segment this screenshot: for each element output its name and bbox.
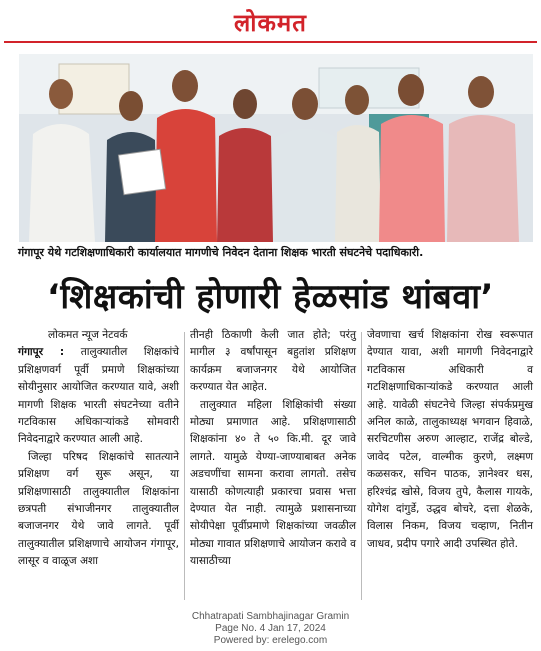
group-photo-illustration: [19, 54, 533, 242]
photo-caption: गंगापूर येथे गटशिक्षणाधिकारी कार्यालयात मागणीचे निवेदन देताना शिक्षक भारती संघटनेचे पदाधिकारी.: [18, 246, 424, 259]
edition-name: Chhatrapati Sambhajinagar Gramin: [191, 611, 350, 622]
news-photo: [19, 54, 533, 242]
paragraph-2: जिल्हा परिषद शिक्षकांचे सातत्याने प्रशिक्षण वर्ग सुरू असून, या प्रशिक्षणासाठी तालुक्यातील शिक्षकांना छत्रपती संभाजीनगर तालुक्यातील बजाजनगर येथे जावे लागते. पूर्वी तालुक्यातील प्रशिक्षणाचे आयोजन गंगापूर, लासूर व वाळूज अशा: [18, 450, 179, 568]
column-divider: [184, 332, 185, 600]
article-column-3: [367, 327, 533, 553]
masthead: [0, 0, 541, 44]
article-column-1: [18, 327, 179, 571]
paragraph-5: जेवणाचा खर्च शिक्षकांना रोख स्वरूपात देण्यात यावा, अशी मागणी निवेदनाद्वारे गटविकास अधिकारी व गटशिक्षणाधिकाऱ्यांकडे करण्यात आली आहे. यावेळी संघटनेचे जिल्हा संपर्कप्रमुख अनिल काळे, तालुकाध्यक्ष भगवान हिवाळे, सरचिटणीस अरुण आल्हाट, राजेंद्र बोल्डे, जावेद पटेल, वाल्मीक कुरणे, लक्ष्मण कळसकर, सचिन पाठक, ज्ञानेश्वर धस, हरिश्चंद्र खोसे, विजय तुपे, कैलास गायके, योगेश दांगुर्डे, उद्धव बोचरे, दत्ता शेळके, विलास निकम, विजय चव्हाण, नितीन जाधव, प्रदीप पगारे आदी उपस्थित होते.: [367, 329, 533, 550]
lokmat-logo: लोकमत: [234, 8, 307, 37]
dateline-place: गंगापूर :: [18, 346, 65, 359]
paragraph-4: तालुक्यात महिला शिक्षिकांची संख्या मोठ्या प्रमाणात आहे. प्रशिक्षणासाठी शिक्षकांना ४० ते ५० कि.मी. दूर जावे लागते. यामुळे येण्या-जाण्याबाबत अनेक अडचणींचा सामना करावा लागतो. तसेच यासाठी कोणत्याही प्रकारचा प्रवास भत्ता देण्यात येत नाही. त्यामुळे प्रशासनाच्या सोयीपेक्षा पूर्वीप्रमाणे शिक्षकांच्या जवळील मोठ्या गावात प्रशिक्षणाचे आयोजन करावे व यासाठीच्या: [190, 398, 356, 568]
masthead-rule: [4, 41, 537, 43]
headline: ‘शिक्षकांची होणारी हेळसांड थांबवा’: [47, 277, 494, 317]
column-divider: [361, 332, 362, 600]
article-column-2: [190, 327, 356, 571]
paragraph-1: तालुक्यातील शिक्षकांचे प्रशिक्षणवर्ग पूर्वी प्रमाणे शिक्षकांच्या सोयीनुसार आयोजित करण्यात यावे, अशी मागणी शिक्षक भारती संघटनेच्या वतीने गटविकास अधिकाऱ्यांकडे सोमवारी निवेदनाद्वारे करण्यात आली आहे.: [18, 346, 179, 446]
powered-by: Powered by: erelego.com: [213, 635, 328, 646]
paragraph-3: तीनही ठिकाणी केली जात होते; परंतु मागील ३ वर्षांपासून बहुतांश प्रशिक्षण कार्यक्रम बजाजनगर येथे आयोजित करण्यात येत आहेत.: [190, 329, 356, 394]
page-info: Page No. 4 Jan 17, 2024: [215, 623, 326, 634]
byline: लोकमत न्यूज नेटवर्क: [48, 329, 128, 341]
page-footer: [0, 611, 541, 647]
